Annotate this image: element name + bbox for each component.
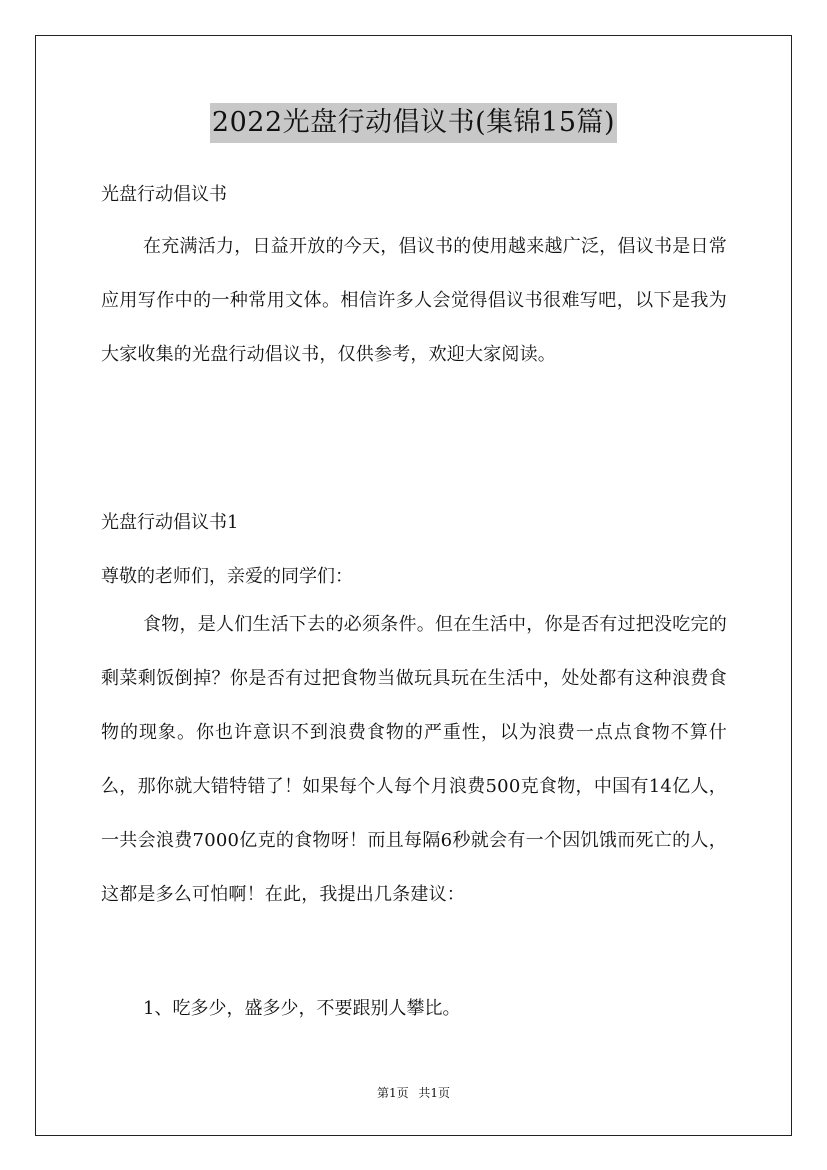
page-number: 第1页: [376, 1086, 409, 1100]
list-item-1: 1、吃多少，盛多少，不要跟别人攀比。: [143, 998, 461, 1019]
intro-paragraph: 在充满活力，日益开放的今天，倡议书的使用越来越广泛，倡议书是日常应用写作中的一种常用文体。相信许多人会觉得倡议书很难写吧，以下是我为大家收集的光盘行动倡议书，仅供参考，欢迎大家阅读。: [101, 236, 727, 365]
body-paragraph: 食物，是人们生活下去的必须条件。但在生活中，你是否有过把没吃完的剩菜剩饭倒掉？你是否有过把食物当做玩具玩在生活中，处处都有这种浪费食物的现象。你也许意识不到浪费食物的严重性，以为浪费一点点食物不算什么，那你就大错特错了！如果每个人每个月浪费500克食物，中国有14亿人，一共会浪费7000亿克的食物呀！而且每隔6秒就会有一个因饥饿而死亡的人，这都是多么可怕啊！在此，我提出几条建议：: [101, 614, 727, 905]
page-count: 共1页: [418, 1086, 451, 1100]
salutation: 尊敬的老师们，亲爱的同学们：: [101, 566, 353, 587]
title-container: [0, 103, 827, 143]
page-footer: [0, 1084, 827, 1101]
article-heading: 光盘行动倡议书1: [101, 512, 239, 533]
document-title: 2022光盘行动倡议书(集锦15篇): [210, 103, 617, 143]
section-heading: 光盘行动倡议书: [101, 184, 227, 205]
